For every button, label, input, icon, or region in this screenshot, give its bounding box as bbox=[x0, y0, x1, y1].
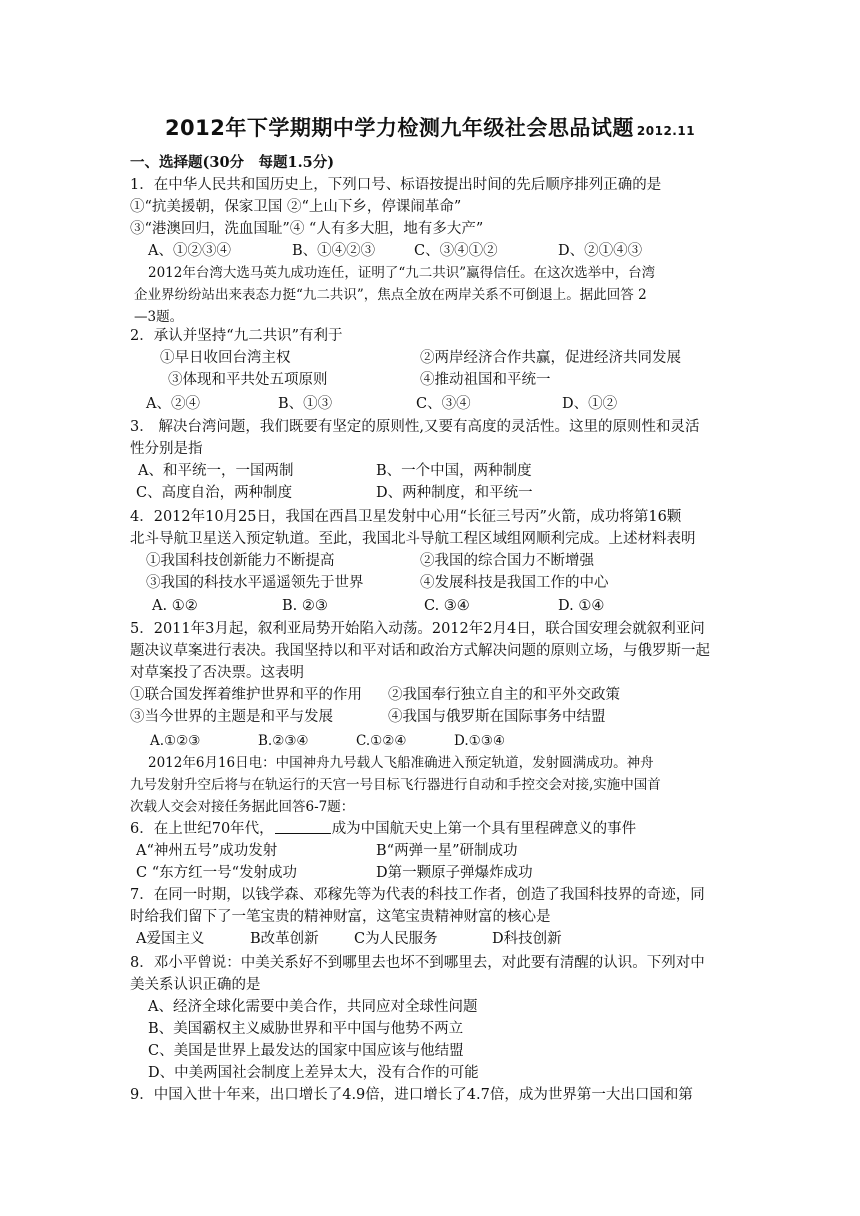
q3-stem: 性分别是指 bbox=[130, 441, 203, 457]
q5-items-row bbox=[130, 684, 740, 706]
q4-item: ①我国科技创新能力不断提高 bbox=[146, 553, 335, 569]
passage-line: 2012年台湾大选马英九成功连任，证明了“九二共识”赢得信任。在这次选举中，台湾 bbox=[148, 265, 656, 281]
q2-items-row bbox=[130, 369, 740, 391]
q7-options bbox=[130, 928, 740, 950]
q5-item: ③当今世界的主题是和平与发展 bbox=[130, 709, 333, 725]
q2-item: ④推动祖国和平统一 bbox=[420, 372, 551, 388]
q4-option-d: D. ①④ bbox=[558, 598, 605, 614]
q5-item: ①联合国发挥着维护世界和平的作用 bbox=[130, 687, 362, 703]
q1-option-c: C、③④①② bbox=[414, 243, 498, 259]
section-heading: 一、选择题(30分 每题1.5分) bbox=[130, 154, 335, 171]
q2-item: ①早日收回台湾主权 bbox=[160, 350, 291, 366]
passage-line: 九号发射升空后将与在轨运行的天宫一号目标飞行器进行自动和手控交会对接,实施中国首 bbox=[130, 777, 661, 793]
passage-line: —3题。 bbox=[134, 309, 184, 325]
q1-option-a: A、①②③④ bbox=[148, 243, 231, 259]
q1-item: ③“港澳回归，洗血国耻”④ “人有多大胆，地有多大产” bbox=[130, 221, 484, 237]
q5-stem: 题决议草案进行表决。我国坚持以和平对话和政治方式解决问题的原则立场，与俄罗斯一起 bbox=[130, 643, 710, 659]
q7-option-b: B改革创新 bbox=[250, 931, 319, 947]
q5-stem: 对草案投了否决票。这表明 bbox=[130, 665, 304, 681]
q7-option-c: C为人民服务 bbox=[354, 931, 438, 947]
q5-items-row bbox=[130, 706, 740, 728]
q8-option-c: C、美国是世界上最发达的国家中国应该与他结盟 bbox=[148, 1043, 464, 1059]
q8-stem: 美关系认识正确的是 bbox=[130, 977, 261, 993]
q6-option-d: D第一颗原子弹爆炸成功 bbox=[376, 865, 533, 881]
answer-blank bbox=[275, 819, 331, 834]
q4-items-row bbox=[130, 550, 740, 572]
q5-item: ②我国奉行独立自主的和平外交政策 bbox=[388, 687, 620, 703]
q5-option-b: B.②③④ bbox=[258, 733, 309, 749]
q4-option-b: B. ②③ bbox=[282, 598, 328, 614]
page-title bbox=[0, 112, 860, 142]
q6-option-a: A“神州五号”成功发射 bbox=[136, 843, 278, 859]
q7-option-d: D科技创新 bbox=[492, 931, 562, 947]
q7-option-a: A爱国主义 bbox=[136, 931, 205, 947]
q2-options bbox=[130, 393, 740, 415]
q1-stem: 1．在中华人民共和国历史上，下列口号、标语按提出时间的先后顺序排列正确的是 bbox=[130, 177, 662, 193]
title-date: 2012.11 bbox=[636, 124, 696, 138]
q3-options-row bbox=[130, 460, 740, 482]
q6-stem-start: 6．在上世纪70年代， bbox=[130, 821, 274, 837]
q6-stem bbox=[130, 818, 740, 840]
passage-line: 2012年6月16日电：中国神舟九号载人飞船准确进入预定轨道，发射圆满成功。神舟 bbox=[148, 755, 654, 771]
q7-stem: 时给我们留下了一笔宝贵的精神财富，这笔宝贵精神财富的核心是 bbox=[130, 909, 551, 925]
q5-item: ④我国与俄罗斯在国际事务中结盟 bbox=[388, 709, 606, 725]
q5-stem: 5．2011年3月起，叙利亚局势开始陷入动荡。2012年2月4日，联合国安理会就叙利亚问 bbox=[130, 621, 705, 637]
q5-option-a: A.①②③ bbox=[150, 733, 201, 749]
q4-items-row bbox=[130, 572, 740, 594]
q2-option-c: C、③④ bbox=[416, 396, 471, 412]
title-main: 2012年下学期期中学力检测九年级社会思品试题 bbox=[164, 116, 634, 140]
passage-line: 次载人交会对接任务据此回答6-7题： bbox=[130, 799, 355, 815]
q6-stem-end: 成为中国航天史上第一个具有里程碑意义的事件 bbox=[331, 821, 637, 837]
q5-options bbox=[130, 730, 740, 752]
q3-option-a: A、和平统一，一国两制 bbox=[138, 463, 294, 479]
q9-stem: 9．中国入世十年来，出口增长了4.9倍，进口增长了4.7倍，成为世界第一大出口国和第 bbox=[130, 1087, 693, 1103]
q4-options bbox=[130, 595, 740, 617]
q5-option-d: D.①③④ bbox=[454, 733, 505, 749]
q6-options-row bbox=[130, 862, 740, 884]
q3-option-c: C、高度自治，两种制度 bbox=[136, 485, 293, 501]
q7-stem: 7．在同一时期，以钱学森、邓稼先等为代表的科技工作者，创造了我国科技界的奇迹，同 bbox=[130, 887, 705, 903]
q4-stem: 北斗导航卫星送入预定轨道。至此，我国北斗导航工程区域组网顺利完成。上述材料表明 bbox=[130, 531, 696, 547]
q1-option-d: D、②①④③ bbox=[558, 243, 643, 259]
q1-option-b: B、①④②③ bbox=[292, 243, 376, 259]
q2-option-b: B、①③ bbox=[278, 396, 333, 412]
q6-options-row bbox=[130, 840, 740, 862]
q6-option-b: B“两弹一星”研制成功 bbox=[376, 843, 518, 859]
q4-option-c: C. ③④ bbox=[424, 598, 470, 614]
q3-option-d: D、两种制度，和平统一 bbox=[376, 485, 533, 501]
q1-options bbox=[130, 240, 740, 262]
q3-option-b: B、一个中国，两种制度 bbox=[376, 463, 532, 479]
q4-item: ④发展科技是我国工作的中心 bbox=[420, 575, 609, 591]
q2-option-a: A、②④ bbox=[146, 396, 200, 412]
q6-option-c: C “东方红一号“发射成功 bbox=[136, 865, 298, 881]
passage-line: 企业界纷纷站出来表态力挺“九二共识”，焦点全放在两岸关系不可倒退上。据此回答 2 bbox=[134, 287, 647, 303]
q3-options-row bbox=[130, 482, 740, 504]
q8-option-a: A、经济全球化需要中美合作，共同应对全球性问题 bbox=[148, 999, 478, 1015]
q2-item: ②两岸经济合作共赢，促进经济共同发展 bbox=[420, 350, 681, 366]
q4-item: ②我国的综合国力不断增强 bbox=[420, 553, 594, 569]
q5-option-c: C.①②④ bbox=[356, 733, 407, 749]
q3-stem: 3． 解决台湾问题，我们既要有坚定的原则性,又要有高度的灵活性。这里的原则性和灵活 bbox=[130, 419, 700, 435]
q2-stem: 2．承认并坚持“九二共识”有利于 bbox=[130, 328, 343, 344]
q4-option-a: A. ①② bbox=[152, 598, 198, 614]
q8-stem: 8．邓小平曾说：中美关系好不到哪里去也坏不到哪里去，对此要有清醒的认识。下列对中 bbox=[130, 955, 705, 971]
q8-option-b: B、美国霸权主义威胁世界和平中国与他势不两立 bbox=[148, 1021, 464, 1037]
q2-option-d: D、①② bbox=[562, 396, 618, 412]
q1-item: ①“抗美援朝，保家卫国 ②“上山下乡，停课闹革命” bbox=[130, 199, 462, 215]
q8-option-d: D、中美两国社会制度上差异太大，没有合作的可能 bbox=[148, 1065, 479, 1081]
q2-item: ③体现和平共处五项原则 bbox=[168, 372, 328, 388]
q4-item: ③我国的科技水平遥遥领先于世界 bbox=[146, 575, 364, 591]
q4-stem: 4．2012年10月25日，我国在西昌卫星发射中心用“长征三号丙”火箭，成功将第16颗 bbox=[130, 509, 682, 525]
q2-items-row bbox=[130, 347, 740, 369]
